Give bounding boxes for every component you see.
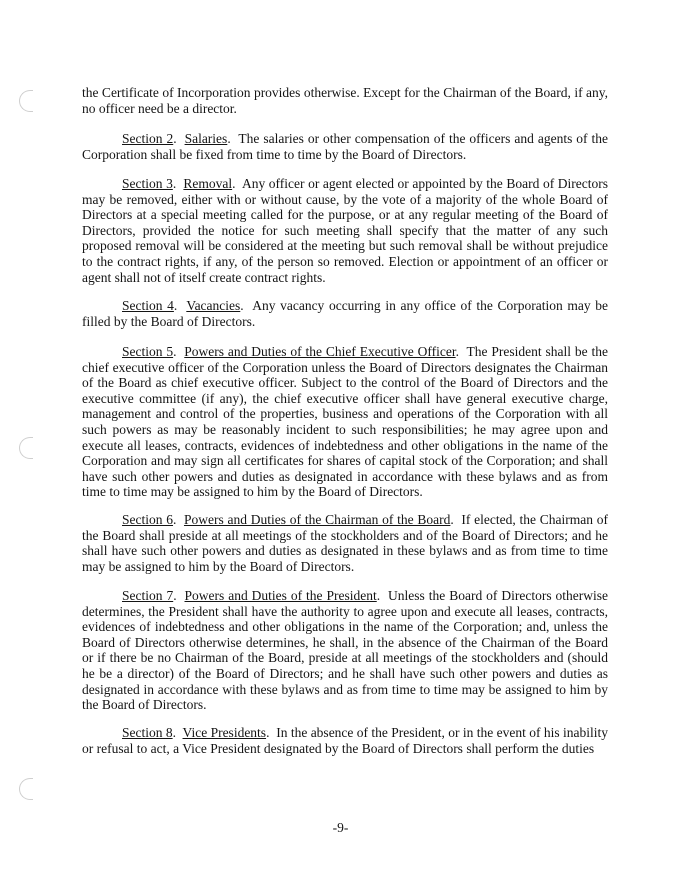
section-number: Section 4 <box>122 298 174 313</box>
section-7-paragraph: Section 7. Powers and Duties of the President. Unless the Board of Directors otherwise determines, the President shall have the authority to agree upon and execute all leases, contracts, evidences of indebtedness and other obligations in the name of the Corporation; and, unless the Board of Directors otherwise determines, he shall, in the absence of the Chairman of the Board or if there be no Chairman of the Board, preside at all meetings of the stockholders and (should he be a director) of the Board of Directors; and he shall have such other powers and duties as designated in accordance with these bylaws and as from time to time may be assigned to him by the Board of Directors. <box>82 588 609 713</box>
section-title: Vice Presidents <box>182 725 267 740</box>
section-number: Section 8 <box>122 725 173 740</box>
section-body: Unless the Board of Directors otherwise determines, the President shall have the authority to agree upon and execute all leases, contracts, evidences of indebtedness and other obligations in the name of the Corporation; and, unless the Board of Directors otherwise determines, he shall, in the absence of the Chairman of the Board or if there be no Chairman of the Board, preside at all meetings of the stockholders and (should he be a director) of the Board of Directors; and he shall have such other powers and duties as designated in accordance with these bylaws and as from time to time may be assigned to him by the Board of Directors. <box>82 588 609 713</box>
section-5-paragraph: Section 5. Powers and Duties of the Chief Executive Officer. The President shall be the chief executive officer of the Corporation unless the Board of Directors designates the Chairman of the Board as chief executive officer. Subject to the control of the Board of Directors and the executive committee (if any), the chief executive officer shall have general executive charge, management and control of the properties, business and operations of the Corporation with all such powers as may be reasonably incident to such responsibilities; he may agree upon and execute all leases, contracts, evidences of indebtedness and other obligations in the name of the Corporation and may sign all certificates for shares of capital stock of the Corporation; and shall have such other powers and duties as designated in accordance with these bylaws and as from time to time may be assigned to him by the Board of Directors. <box>82 344 608 500</box>
section-title: Vacancies <box>186 298 241 313</box>
section-title: Powers and Duties of the Chief Executive Officer <box>184 344 456 359</box>
section-title: Powers and Duties of the President <box>184 588 377 603</box>
section-number: Section 7 <box>122 588 174 603</box>
punch-hole-middle <box>19 437 33 459</box>
page-number: -9- <box>332 820 349 835</box>
section-number: Section 5 <box>122 344 174 359</box>
section-6-paragraph: Section 6. Powers and Duties of the Chairman of the Board. If elected, the Chairman of the Board shall preside at all meetings of the stockholders and of the Board of Directors; and he shall have such other powers and duties as designated in these bylaws and as from time to time may be assigned to him by the Board of Directors. <box>82 512 609 574</box>
section-4-paragraph: Section 4. Vacancies. Any vacancy occurring in any office of the Corporation may be filled by the Board of Directors. <box>82 298 608 329</box>
section-body: The salaries or other compensation of the officers and agents of the Corporation shall be fixed from time to time by the Board of Directors. <box>82 131 609 162</box>
section-body: The President shall be the chief executive officer of the Corporation unless the Board of Directors designates the Chairman of the Board as chief executive officer. Subject to the control of the Board of Directors and the executive committee (if any), the chief executive officer shall have general executive charge, management and control of the properties, business and operations of the Corporation with all such powers as may be reasonably incident to such responsibilities; he may agree upon and execute all leases, contracts, evidences of indebtedness and other obligations in the name of the Corporation and may sign all certificates for shares of capital stock of the Corporation; and shall have such other powers and duties as designated in accordance with these bylaws and as from time to time may be assigned to him by the Board of Directors. <box>82 344 608 500</box>
section-2-paragraph: Section 2. Salaries. The salaries or other compensation of the officers and agents of the Corporation shall be fixed from time to time by the Board of Directors. <box>82 131 609 162</box>
section-number: Section 3 <box>122 176 173 191</box>
punch-hole-top <box>19 90 33 112</box>
section-body: Any vacancy occurring in any office of the Corporation may be filled by the Board of Directors. <box>82 298 608 329</box>
section-body: In the absence of the President, or in the event of his inability or refusal to act, a Vice President designated by the Board of Directors shall perform the duties <box>82 725 608 756</box>
section-title: Powers and Duties of the Chairman of the Board <box>183 512 451 527</box>
intro-text: the Certificate of Incorporation provides otherwise. Except for the Chairman of the Board, if any, no officer need be a director. <box>82 85 608 116</box>
section-number: Section 6 <box>122 512 174 527</box>
section-8-paragraph: Section 8. Vice Presidents. In the absence of the President, or in the event of his inability or refusal to act, a Vice President designated by the Board of Directors shall perform the duties <box>82 725 608 756</box>
intro-paragraph <box>82 85 608 116</box>
section-title: Removal <box>183 176 233 191</box>
section-number: Section 2 <box>122 131 174 146</box>
section-body: If elected, the Chairman of the Board shall preside at all meetings of the stockholders and of the Board of Directors; and he shall have such other powers and duties as designated in these bylaws and as from time to time may be assigned to him by the Board of Directors. <box>82 512 609 574</box>
punch-hole-bottom <box>19 778 33 800</box>
section-body: Any officer or agent elected or appointed by the Board of Directors may be removed, either with or without cause, by the vote of a majority of the whole Board of Directors at a special meeting called for the purpose, or at any regular meeting of the Board of Directors, provided the notice for such meeting shall specify that the matter of any such proposed removal will be considered at the meeting but such removal shall be without prejudice to the contract rights, if any, of the person so removed. Election or appointment of an officer or agent shall not of itself create contract rights. <box>82 176 609 285</box>
section-3-paragraph: Section 3. Removal. Any officer or agent elected or appointed by the Board of Directors may be removed, either with or without cause, by the vote of a majority of the whole Board of Directors at a special meeting called for the purpose, or at any regular meeting of the Board of Directors, provided the notice for such meeting shall specify that the matter of any such proposed removal will be considered at the meeting but such removal shall be without prejudice to the contract rights, if any, of the person so removed. Election or appointment of an officer or agent shall not of itself create contract rights. <box>82 176 609 285</box>
section-title: Salaries <box>184 131 228 146</box>
